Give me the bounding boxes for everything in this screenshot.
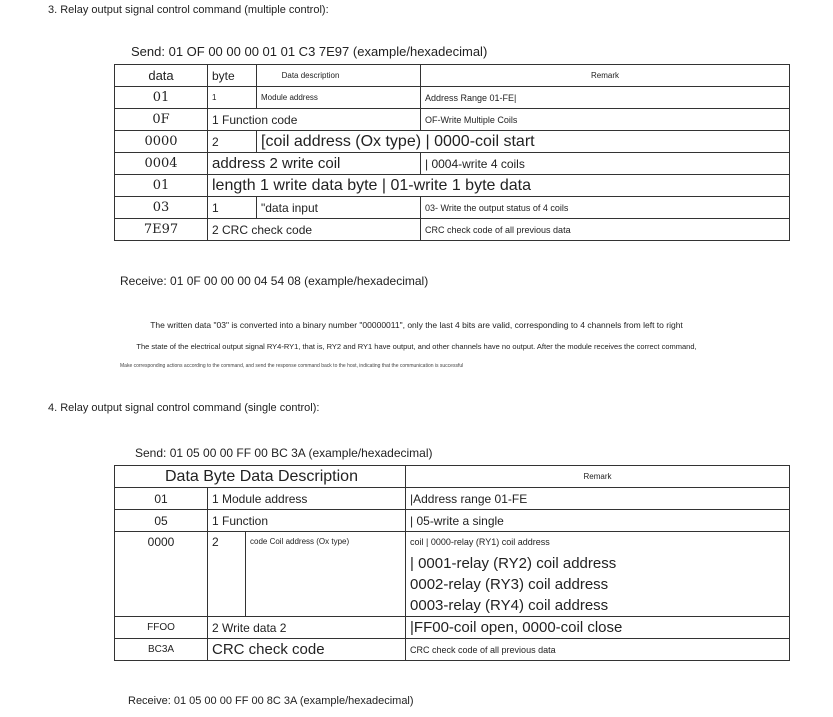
cell-data: FFOO [115,617,208,639]
table-header-row [115,466,790,488]
cell-byte: 1 [208,197,257,219]
section4-heading: 4. Relay output signal control command (single control): [48,402,320,414]
cell-data: 7E97 [115,219,208,241]
cell-description: [coil address (Ox type) | 0000-coil start [257,131,790,153]
cell-description: code Coil address (Ox type) [246,532,406,617]
cell-description: Module address [257,87,421,109]
cell-remark: |Address range 01-FE [406,488,790,510]
cell-remark: CRC check code of all previous data [421,219,790,241]
section3-heading: 3. Relay output signal control command (multiple control): [48,4,329,16]
cell-remark: 03- Write the output status of 4 coils [421,197,790,219]
multiple-control-table [114,64,790,241]
cell-description: CRC check code [208,639,406,661]
cell-data: BC3A [115,639,208,661]
header-remark: Remark [406,466,790,488]
table-row [115,639,790,661]
table-row [115,87,790,109]
table-row [115,175,790,197]
section3-receive-line: Receive: 01 0F 00 00 00 04 54 08 (example/hexadecimal) [120,274,429,288]
cell-description: 1 Module address [208,488,406,510]
cell-byte: 1 [208,87,257,109]
cell-description: 1 Function code [208,109,421,131]
section3-send-line: Send: 01 OF 00 00 00 01 01 C3 7E97 (example/hexadecimal) [131,44,488,59]
list-item: coil | 0000-relay (RY1) coil address [410,537,550,547]
note-line-1: The written data "03" is converted into a binary number "00000011", only the last 4 bits are valid, corresponding to 4 channels from left to right [150,320,683,330]
table-header-row [115,65,790,87]
table-row [115,617,790,639]
cell-data: 01 [115,87,208,109]
cell-description: 1 Function [208,510,406,532]
cell-data: 0F [115,109,208,131]
section4-receive-line: Receive: 01 05 00 00 FF 00 8C 3A (example/hexadecimal) [128,695,414,707]
cell-data: 0000 [115,131,208,153]
cell-data: 03 [115,197,208,219]
note-line-2: The state of the electrical output signal RY4-RY1, that is, RY2 and RY1 have output, and other channels have no output. After the module receives the correct command, [136,342,697,351]
cell-data: 01 [115,175,208,197]
table-row [115,197,790,219]
list-item: 0003-relay (RY4) coil address [410,597,609,614]
cell-description: length 1 write data byte | 01-write 1 byte data [208,175,790,197]
table-row [115,153,790,175]
single-control-table [114,465,790,661]
cell-byte: 2 [208,131,257,153]
section4-send-line: Send: 01 05 00 00 FF 00 BC 3A (example/hexadecimal) [135,446,433,460]
table-row [115,219,790,241]
table-row [115,488,790,510]
table-row [115,532,790,617]
cell-remark: Address Range 01-FE| [421,87,790,109]
header-description: Data description [257,65,421,87]
header-data-byte-description: Data Byte Data Description [115,466,406,488]
cell-byte: 2 [208,532,246,617]
list-item: | 0001-relay (RY2) coil address [410,555,617,572]
cell-remark: | 0004-write 4 coils [421,153,790,175]
cell-description: address 2 write coil [208,153,421,175]
note-line-3: Make corresponding actions according to the command, and send the response command back to the host, indicating that the communication is successful [120,363,464,369]
cell-remark: |FF00-coil open, 0000-coil close [406,617,790,639]
table-row [115,510,790,532]
cell-data: 0004 [115,153,208,175]
cell-remark-list [406,532,790,617]
cell-data: 0000 [115,532,208,617]
header-data: data [115,65,208,87]
header-byte: byte [208,65,257,87]
header-remark: Remark [421,65,790,87]
cell-data: 05 [115,510,208,532]
cell-data: 01 [115,488,208,510]
table-row [115,131,790,153]
cell-description: 2 CRC check code [208,219,421,241]
list-item: 0002-relay (RY3) coil address [410,576,609,593]
cell-description: 2 Write data 2 [208,617,406,639]
cell-remark: OF-Write Multiple Coils [421,109,790,131]
table-row [115,109,790,131]
cell-remark: | 05-write a single [406,510,790,532]
cell-description: "data input [257,197,421,219]
cell-remark: CRC check code of all previous data [406,639,790,661]
